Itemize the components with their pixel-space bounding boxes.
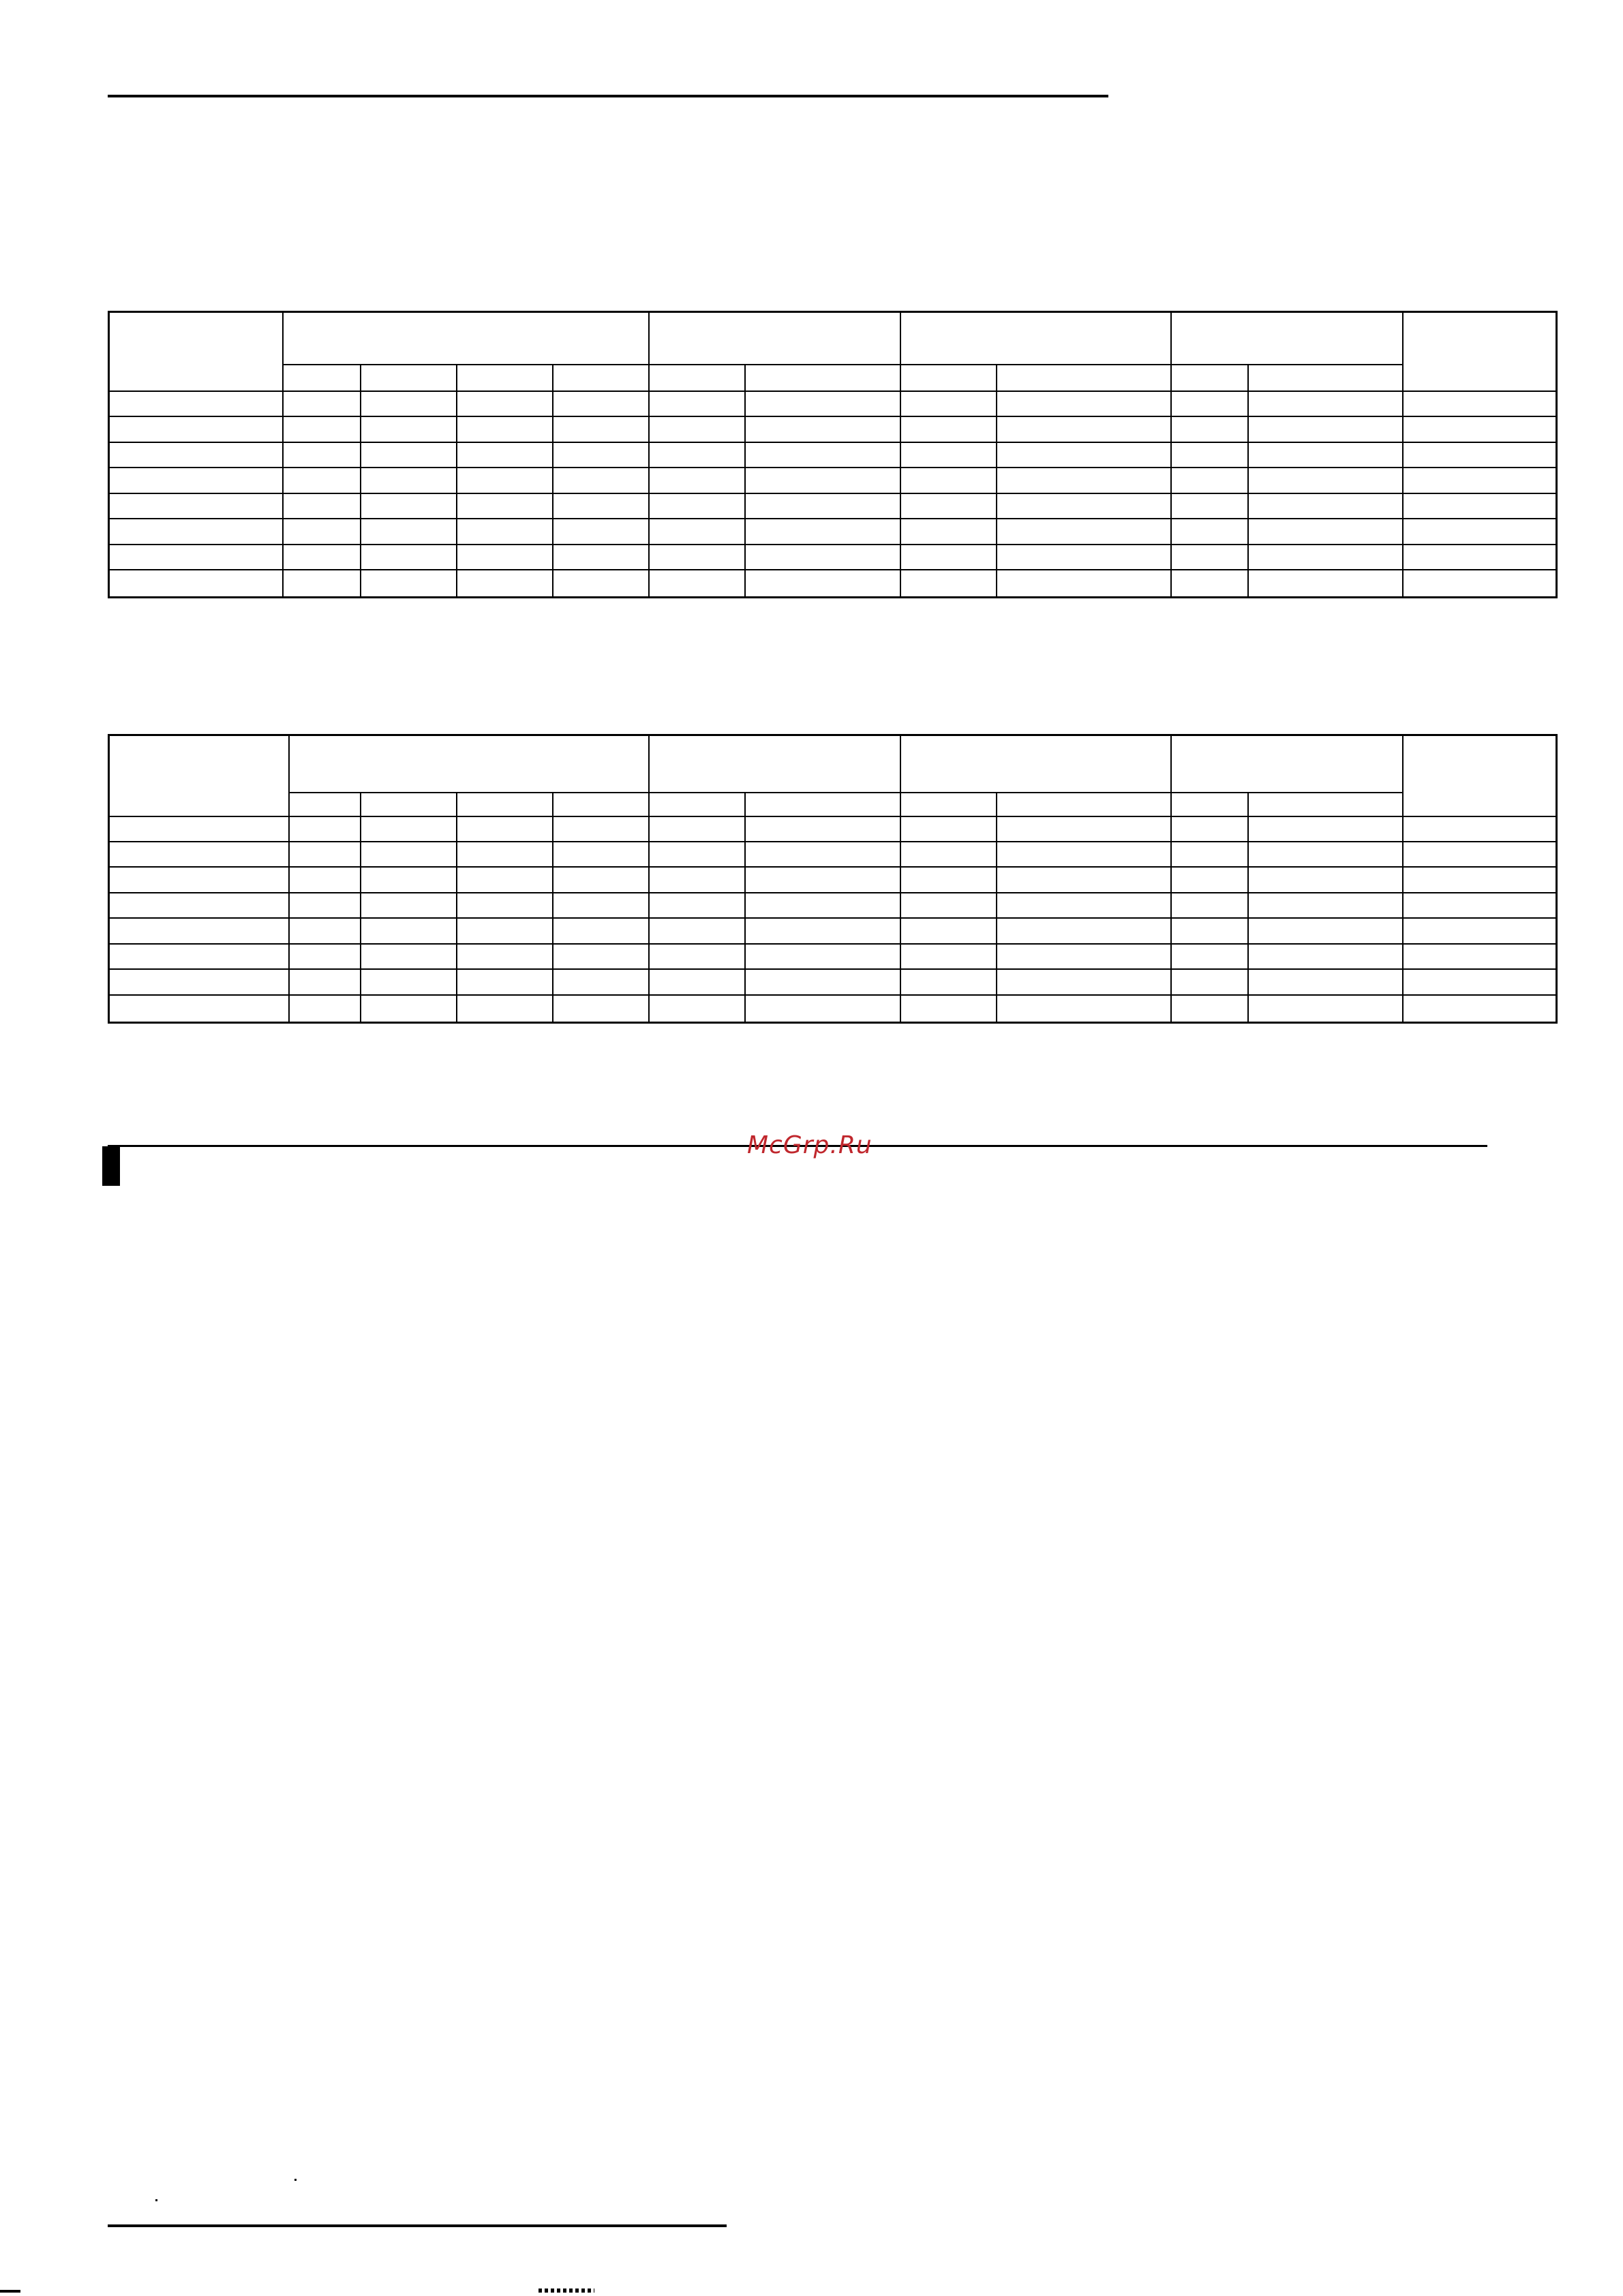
table-cell xyxy=(745,519,900,545)
table-cell xyxy=(289,867,361,893)
table-cell xyxy=(900,867,997,893)
table-cell xyxy=(1403,995,1556,1023)
table-cell xyxy=(649,519,745,545)
table-cell xyxy=(457,842,553,867)
table-row xyxy=(109,493,1557,519)
table-cell xyxy=(283,365,361,391)
table-cell xyxy=(745,442,900,468)
table-cell xyxy=(1403,416,1556,442)
table-cell xyxy=(289,793,361,816)
table-cell xyxy=(553,793,649,816)
table-cell xyxy=(457,442,553,468)
table-cell xyxy=(283,545,361,570)
table-row xyxy=(109,842,1557,867)
table-cell xyxy=(900,918,997,944)
table-cell xyxy=(1403,468,1556,493)
table-cell xyxy=(283,570,361,598)
table-cell xyxy=(1403,893,1556,918)
table-cell xyxy=(649,545,745,570)
table-cell xyxy=(649,842,745,867)
table-cell xyxy=(900,391,997,416)
header-cell xyxy=(283,312,649,365)
table-cell xyxy=(745,416,900,442)
table-cell xyxy=(283,442,361,468)
table-cell xyxy=(361,969,457,995)
data-table-1 xyxy=(108,311,1558,598)
table-cell xyxy=(1171,918,1248,944)
table-cell xyxy=(361,918,457,944)
table-cell xyxy=(361,391,457,416)
table-cell xyxy=(900,365,997,391)
table-cell xyxy=(649,995,745,1023)
table-header-row xyxy=(109,312,1557,365)
table-cell xyxy=(997,944,1171,969)
table-row xyxy=(109,969,1557,995)
table-cell xyxy=(109,545,283,570)
table-cell xyxy=(553,468,649,493)
table-cell xyxy=(361,842,457,867)
table-cell xyxy=(283,519,361,545)
table-cell xyxy=(1171,995,1248,1023)
table-cell xyxy=(649,365,745,391)
table-cell xyxy=(109,944,289,969)
table-cell xyxy=(361,793,457,816)
table-cell xyxy=(283,468,361,493)
table-cell xyxy=(109,519,283,545)
table-cell xyxy=(649,442,745,468)
table-cell xyxy=(997,365,1171,391)
table-cell xyxy=(900,519,997,545)
table-row xyxy=(109,416,1557,442)
table-cell xyxy=(1248,570,1403,598)
table-cell xyxy=(997,391,1171,416)
table-cell xyxy=(997,842,1171,867)
table-cell xyxy=(997,969,1171,995)
table-cell xyxy=(1171,570,1248,598)
table-cell xyxy=(109,842,289,867)
table-cell xyxy=(289,918,361,944)
table-cell xyxy=(997,867,1171,893)
table-cell xyxy=(1171,893,1248,918)
table-cell xyxy=(649,468,745,493)
header-cell xyxy=(289,735,649,793)
table-cell xyxy=(745,793,900,816)
table-cell xyxy=(457,493,553,519)
table-cell xyxy=(361,867,457,893)
table-subheader-row xyxy=(109,365,1557,391)
table-cell xyxy=(553,493,649,519)
table-cell xyxy=(553,944,649,969)
table-cell xyxy=(1248,391,1403,416)
table-cell xyxy=(900,793,997,816)
table-cell xyxy=(745,570,900,598)
table-cell xyxy=(997,995,1171,1023)
table-cell xyxy=(1403,867,1556,893)
table-cell xyxy=(745,893,900,918)
table-cell xyxy=(109,867,289,893)
table-cell xyxy=(1248,944,1403,969)
table-cell xyxy=(1248,468,1403,493)
table-cell xyxy=(1403,816,1556,842)
table-cell xyxy=(1171,944,1248,969)
table-cell xyxy=(553,570,649,598)
table-cell xyxy=(457,365,553,391)
table-cell xyxy=(553,545,649,570)
table-cell xyxy=(1171,442,1248,468)
table-cell xyxy=(900,944,997,969)
table-cell xyxy=(457,545,553,570)
header-cell xyxy=(1403,312,1556,391)
table-cell xyxy=(109,893,289,918)
table-cell xyxy=(553,519,649,545)
table-cell xyxy=(457,867,553,893)
header-cell xyxy=(649,312,900,365)
table-cell xyxy=(745,867,900,893)
table-row xyxy=(109,918,1557,944)
table-cell xyxy=(900,442,997,468)
table-cell xyxy=(457,969,553,995)
table-cell xyxy=(745,545,900,570)
table-cell xyxy=(361,442,457,468)
table-cell xyxy=(745,944,900,969)
table-cell xyxy=(1248,816,1403,842)
table-cell xyxy=(283,416,361,442)
table-cell xyxy=(1248,793,1403,816)
header-cell xyxy=(649,735,900,793)
table-cell xyxy=(1171,867,1248,893)
table-cell xyxy=(457,468,553,493)
table-cell xyxy=(745,468,900,493)
table-cell xyxy=(289,893,361,918)
table-cell xyxy=(900,842,997,867)
table-cell xyxy=(289,944,361,969)
table-cell xyxy=(1248,995,1403,1023)
header-cell xyxy=(109,312,283,391)
table-cell xyxy=(997,918,1171,944)
table-cell xyxy=(361,519,457,545)
table-cell xyxy=(900,969,997,995)
table-cell xyxy=(457,793,553,816)
table-cell xyxy=(1248,969,1403,995)
table-cell xyxy=(1403,442,1556,468)
table-cell xyxy=(1248,842,1403,867)
table-cell xyxy=(1403,570,1556,598)
table-cell xyxy=(997,570,1171,598)
table-cell xyxy=(1171,468,1248,493)
section-marker xyxy=(102,1146,120,1186)
table-cell xyxy=(553,918,649,944)
table-cell xyxy=(1248,893,1403,918)
table-cell xyxy=(900,816,997,842)
table-cell xyxy=(1403,944,1556,969)
table-cell xyxy=(649,969,745,995)
table-cell xyxy=(649,867,745,893)
table-cell xyxy=(649,570,745,598)
table-cell xyxy=(457,570,553,598)
table-cell xyxy=(1171,842,1248,867)
table-cell xyxy=(553,816,649,842)
header-cell xyxy=(900,312,1171,365)
watermark-text: McGrp.Ru xyxy=(747,1131,873,1159)
table-cell xyxy=(1403,918,1556,944)
table-cell xyxy=(361,365,457,391)
table-cell xyxy=(649,816,745,842)
table-cell xyxy=(1403,493,1556,519)
table-cell xyxy=(361,545,457,570)
table-cell xyxy=(1171,519,1248,545)
table-cell xyxy=(1403,969,1556,995)
table-cell xyxy=(457,944,553,969)
table-cell xyxy=(997,816,1171,842)
table-cell xyxy=(457,918,553,944)
table-cell xyxy=(1171,545,1248,570)
table-cell xyxy=(457,995,553,1023)
table-cell xyxy=(553,365,649,391)
table-cell xyxy=(745,365,900,391)
table-cell xyxy=(900,468,997,493)
table-cell xyxy=(997,442,1171,468)
table-cell xyxy=(553,893,649,918)
table-cell xyxy=(649,391,745,416)
table-cell xyxy=(289,969,361,995)
table-cell xyxy=(289,995,361,1023)
table-cell xyxy=(109,391,283,416)
table-cell xyxy=(997,493,1171,519)
table-cell xyxy=(109,816,289,842)
scan-speck xyxy=(155,2199,157,2201)
table-cell xyxy=(1171,816,1248,842)
table-header-row xyxy=(109,735,1557,793)
header-cell xyxy=(900,735,1171,793)
table-cell xyxy=(649,893,745,918)
table-cell xyxy=(997,545,1171,570)
table-cell xyxy=(361,416,457,442)
scan-speck xyxy=(294,2179,297,2181)
table-cell xyxy=(283,493,361,519)
table-cell xyxy=(900,995,997,1023)
table-cell xyxy=(900,570,997,598)
table-cell xyxy=(900,416,997,442)
table-cell xyxy=(1248,545,1403,570)
header-cell xyxy=(109,735,289,816)
table-cell xyxy=(745,816,900,842)
table-subheader-row xyxy=(109,793,1557,816)
table-cell xyxy=(553,416,649,442)
table-cell xyxy=(1171,493,1248,519)
table-row xyxy=(109,519,1557,545)
table-cell xyxy=(745,391,900,416)
table-cell xyxy=(1248,493,1403,519)
table-cell xyxy=(745,918,900,944)
table-row xyxy=(109,893,1557,918)
table-cell xyxy=(289,816,361,842)
table-row xyxy=(109,867,1557,893)
table-cell xyxy=(361,893,457,918)
table-cell xyxy=(109,442,283,468)
table-cell xyxy=(997,893,1171,918)
table-cell xyxy=(745,969,900,995)
table-cell xyxy=(1248,365,1403,391)
table-cell xyxy=(1248,442,1403,468)
table-row xyxy=(109,570,1557,598)
table-cell xyxy=(900,493,997,519)
top-rule xyxy=(108,95,1108,97)
table-row xyxy=(109,442,1557,468)
table-row xyxy=(109,944,1557,969)
table-cell xyxy=(649,918,745,944)
table-cell xyxy=(361,468,457,493)
table-cell xyxy=(1403,519,1556,545)
table-cell xyxy=(553,969,649,995)
footer-mark xyxy=(0,2290,20,2293)
table-cell xyxy=(109,918,289,944)
table-row xyxy=(109,391,1557,416)
table-cell xyxy=(1403,842,1556,867)
table-cell xyxy=(457,816,553,842)
table-cell xyxy=(553,391,649,416)
table-row xyxy=(109,468,1557,493)
table-cell xyxy=(289,842,361,867)
table-cell xyxy=(1248,416,1403,442)
table-cell xyxy=(553,842,649,867)
table-cell xyxy=(649,944,745,969)
data-table-2 xyxy=(108,734,1558,1024)
table-cell xyxy=(361,944,457,969)
footer-barcode-strip xyxy=(539,2289,594,2293)
table-cell xyxy=(745,995,900,1023)
table-cell xyxy=(457,391,553,416)
table-cell xyxy=(1171,793,1248,816)
table-cell xyxy=(997,793,1171,816)
table-cell xyxy=(109,570,283,598)
table-cell xyxy=(457,519,553,545)
table-cell xyxy=(361,570,457,598)
table-cell xyxy=(109,995,289,1023)
table-cell xyxy=(361,493,457,519)
table-cell xyxy=(361,995,457,1023)
table-cell xyxy=(997,416,1171,442)
table-cell xyxy=(997,519,1171,545)
table-cell xyxy=(457,893,553,918)
table-cell xyxy=(1403,545,1556,570)
table-cell xyxy=(649,493,745,519)
table-cell xyxy=(109,969,289,995)
table-cell xyxy=(109,416,283,442)
table-cell xyxy=(745,493,900,519)
table-cell xyxy=(553,867,649,893)
table-cell xyxy=(1248,918,1403,944)
table-cell xyxy=(109,493,283,519)
table-cell xyxy=(1248,519,1403,545)
table-cell xyxy=(1171,365,1248,391)
table-cell xyxy=(553,995,649,1023)
table-cell xyxy=(1403,391,1556,416)
table-cell xyxy=(900,545,997,570)
table-row xyxy=(109,816,1557,842)
table-row xyxy=(109,545,1557,570)
table-cell xyxy=(745,842,900,867)
table-cell xyxy=(109,468,283,493)
footer-rule xyxy=(108,2224,727,2227)
table-cell xyxy=(1248,867,1403,893)
table-cell xyxy=(457,416,553,442)
table-cell xyxy=(649,793,745,816)
table-row xyxy=(109,995,1557,1023)
table-cell xyxy=(1171,416,1248,442)
table-cell xyxy=(361,816,457,842)
table-cell xyxy=(900,893,997,918)
header-cell xyxy=(1171,312,1403,365)
header-cell xyxy=(1171,735,1403,793)
table-cell xyxy=(997,468,1171,493)
table-cell xyxy=(649,416,745,442)
table-cell xyxy=(553,442,649,468)
table-cell xyxy=(1171,969,1248,995)
header-cell xyxy=(1403,735,1556,816)
table-cell xyxy=(1171,391,1248,416)
table-cell xyxy=(283,391,361,416)
